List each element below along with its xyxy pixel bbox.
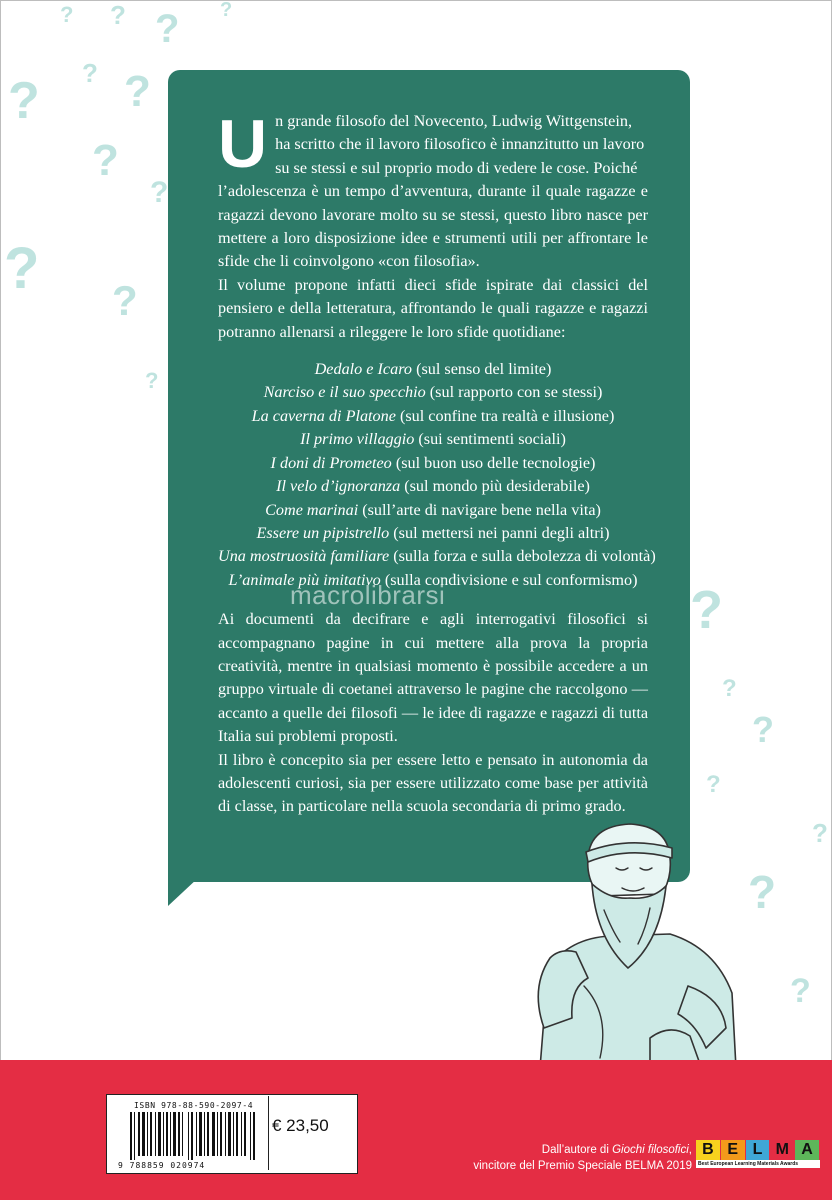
question-mark-icon: ? xyxy=(722,675,737,702)
price-label: € 23,50 xyxy=(272,1116,329,1135)
conception-paragraph: Il libro è concepito sia per essere letto e pensato in autonomia da adolescenti curiosi, sia per essere utilizzato come base per attività di classe, in particolare nella scuola secondaria di primo grado. xyxy=(218,750,648,816)
belma-subtitle: Best European Learning Materials Awards xyxy=(696,1160,820,1168)
speech-bubble-tail xyxy=(168,850,228,910)
challenge-list xyxy=(218,358,656,592)
barcode-digits: 9 788859 020974 xyxy=(118,1161,206,1170)
belma-letter: E xyxy=(721,1140,745,1160)
author-credit xyxy=(473,1142,692,1174)
description-text xyxy=(218,106,656,819)
question-mark-icon: ? xyxy=(220,0,233,21)
question-mark-icon: ? xyxy=(92,136,119,185)
belma-letter: A xyxy=(795,1140,819,1160)
intro-line-2: ha scritto che il lavoro filosofico è innanzitutto un lavoro xyxy=(275,135,645,154)
intro-line-1: n grande filosofo del Novecento, Ludwig Wittgenstein, xyxy=(275,112,633,130)
intro-paragraph-rest: l’adolescenza è un tempo d’avventura, durante il quale ragazze e ragazzi devono lavorare molto su se stessi, questo libro nasce per mettere a loro disposizione idee e strumenti utili per affrontare le sfide che li coinvolgono «con filosofia». xyxy=(218,182,648,271)
price-divider xyxy=(268,1096,269,1170)
question-mark-icon: ? xyxy=(110,0,126,30)
credit-line-2: vincitore del Premio Speciale BELMA 2019 xyxy=(473,1160,692,1172)
belma-letter: M xyxy=(770,1140,794,1160)
question-mark-icon: ? xyxy=(8,72,40,130)
question-mark-icon: ? xyxy=(812,818,828,848)
question-mark-icon: ? xyxy=(690,580,723,640)
belma-letter: L xyxy=(746,1140,770,1160)
isbn-text: ISBN 978-88-590-2097-4 xyxy=(134,1101,254,1110)
question-mark-icon: ? xyxy=(790,972,811,1010)
list-item: Come marinai (sull’arte di navigare bene nella vita) xyxy=(265,500,601,519)
question-mark-icon: ? xyxy=(150,176,169,209)
question-mark-icon: ? xyxy=(145,368,159,393)
question-mark-icon: ? xyxy=(124,67,151,116)
belma-logo xyxy=(696,1140,820,1170)
belma-letter: B xyxy=(696,1140,720,1160)
watermark-text: macrolibrarsi xyxy=(290,580,446,610)
question-mark-icon: ? xyxy=(4,236,40,301)
credit-line-1: Dall’autore di Giochi filosofici, xyxy=(541,1144,692,1156)
list-item: I doni di Prometeo (sul buon uso delle tecnologie) xyxy=(270,453,596,472)
question-mark-icon: ? xyxy=(706,771,721,798)
list-item: L’animale più imitativo (sulla condivisione e sul conformismo) xyxy=(228,570,638,589)
question-mark-icon: ? xyxy=(82,58,98,88)
question-mark-icon: ? xyxy=(112,277,138,324)
intro-line-3: su se stessi e sul proprio modo di vedere le cose. Poiché xyxy=(275,158,638,177)
question-mark-icon: ? xyxy=(155,7,180,51)
list-item: Narciso e il suo specchio (sul rapporto con se stessi) xyxy=(263,383,603,402)
barcode-icon xyxy=(130,1112,262,1160)
list-item: Una mostruosità familiare (sulla forza e sulla debolezza di volontà) xyxy=(218,547,656,566)
volume-paragraph: Il volume propone infatti dieci sfide ispirate dai classici del pensiero e della letteratura, affrontando le quali ragazze e ragazzi potranno allenarsi a rileggere le loro sfide quotidiane: xyxy=(218,275,648,341)
question-mark-icon: ? xyxy=(752,709,774,750)
philosopher-illustration xyxy=(500,818,740,1068)
documents-paragraph: Ai documenti da decifrare e agli interrogativi filosofici si accompagnano pagine in cui mettere alla prova la propria creatività, mentre in qualsiasi momento è possibile accedere a un gruppo virtuale di coetanei attraverso le pagine che raccolgono — accanto a quelle dei filosofi — le idee di ragazze e ragazzi di tutta Italia sui problemi proposti. xyxy=(218,610,648,746)
question-mark-icon: ? xyxy=(60,2,74,27)
list-item: Il primo villaggio (sui sentimenti sociali) xyxy=(300,430,566,449)
dropcap: U xyxy=(218,106,268,182)
question-mark-icon: ? xyxy=(748,866,777,918)
list-item: Dedalo e Icaro (sul senso del limite) xyxy=(314,360,552,379)
list-item: La caverna di Platone (sul confine tra realtà e illusione) xyxy=(251,406,615,425)
list-item: Il velo d’ignoranza (sul mondo più desiderabile) xyxy=(276,477,590,496)
list-item: Essere un pipistrello (sul mettersi nei panni degli altri) xyxy=(256,523,610,542)
